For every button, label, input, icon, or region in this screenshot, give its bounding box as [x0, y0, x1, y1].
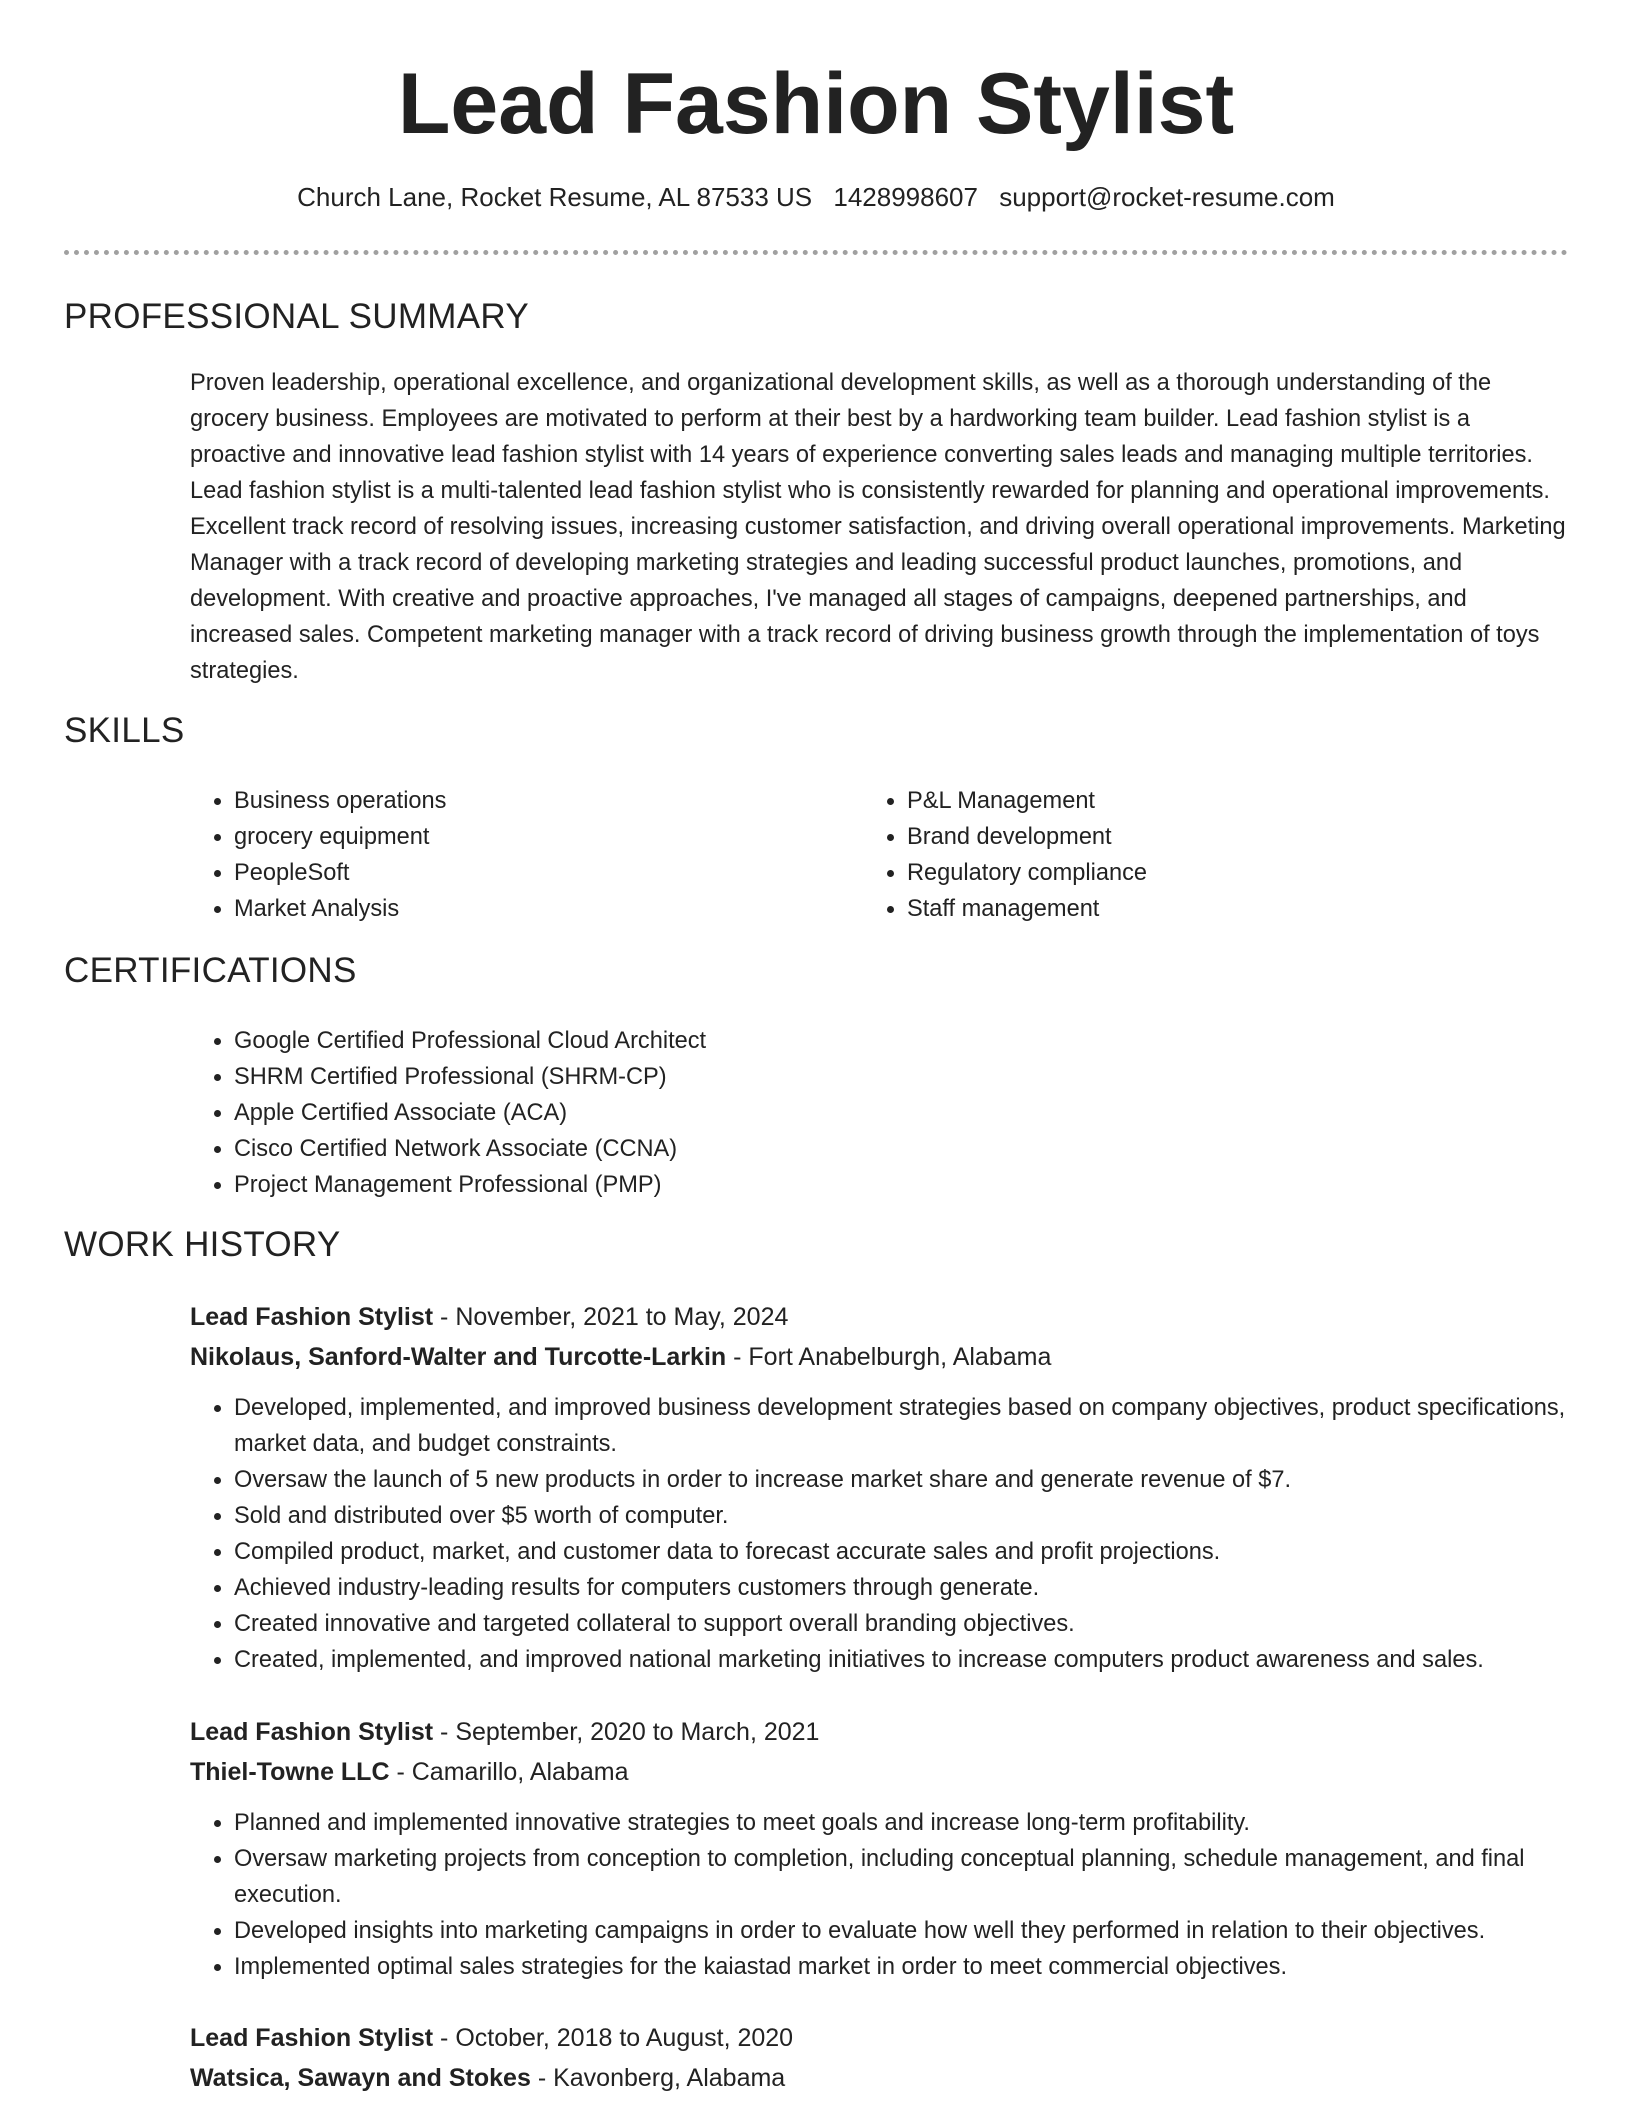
job-role: Lead Fashion Stylist: [190, 1718, 434, 1746]
candidate-name: Lead Fashion Stylist: [397, 56, 1235, 152]
job-bullets-wrap: [190, 1390, 1570, 1678]
skills-right-list: [863, 783, 1463, 927]
certification-item: • Google Certified Professional Cloud Architect: [234, 1023, 706, 1059]
certifications-heading: CERTIFICATIONS: [64, 951, 357, 990]
skill-item: • Business operations: [234, 783, 790, 819]
skill-item: • PeopleSoft: [234, 855, 790, 891]
contact-email[interactable]: support@rocket-resume.com: [999, 182, 1335, 212]
job-role: Lead Fashion Stylist: [190, 1303, 434, 1331]
contact-phone: 1428998607: [833, 182, 978, 212]
job-bullet: • Sold and distributed over $5 worth of computer.: [234, 1498, 1570, 1534]
job-title-line: [190, 1715, 819, 1749]
work-history-heading: WORK HISTORY: [64, 1225, 341, 1264]
job-location: - Fort Anabelburgh, Alabama: [726, 1343, 1052, 1371]
job-bullet: • Compiled product, market, and customer data to forecast accurate sales and profit projections.: [234, 1534, 1570, 1570]
skills-left-column: [190, 783, 790, 927]
skill-item: • P&L Management: [907, 783, 1463, 819]
certification-item: • Cisco Certified Network Associate (CCNA): [234, 1131, 706, 1167]
job-company: Watsica, Sawayn and Stokes: [190, 2064, 531, 2092]
job-dates: - November, 2021 to May, 2024: [433, 1303, 789, 1331]
job-title-line: [190, 2021, 793, 2055]
certification-item: • Apple Certified Associate (ACA): [234, 1095, 706, 1131]
skill-item: • Regulatory compliance: [907, 855, 1463, 891]
job-bullet: • Created innovative and targeted collateral to support overall branding objectives.: [234, 1606, 1570, 1642]
job-bullet: • Created, implemented, and improved national marketing initiatives to increase computers product awareness and sales.: [234, 1642, 1570, 1678]
certifications-list-wrap: [190, 1023, 706, 1203]
skills-heading: SKILLS: [64, 711, 185, 750]
job-bullet: • Oversaw the launch of 5 new products in order to increase market share and generate revenue of $7.: [234, 1462, 1570, 1498]
skill-item: • Market Analysis: [234, 891, 790, 927]
skill-item: • grocery equipment: [234, 819, 790, 855]
certifications-list: [190, 1023, 706, 1203]
job-bullet: • Planned and implemented innovative strategies to meet goals and increase long-term profitability.: [234, 1805, 1570, 1841]
header-divider: [64, 250, 1568, 255]
contact-line: [0, 180, 1632, 214]
job-company-line: [190, 1340, 1051, 1374]
job-bullet: • Developed, implemented, and improved business development strategies based on company objectives, product specifications, market data, and budget constraints.: [234, 1390, 1570, 1462]
skill-item: • Brand development: [907, 819, 1463, 855]
skills-right-column: [863, 783, 1463, 927]
job-company-line: [190, 1755, 629, 1789]
job-title-line: [190, 1300, 788, 1334]
job-bullets-wrap: [190, 1805, 1570, 1985]
skills-left-list: [190, 783, 790, 927]
job-location: - Kavonberg, Alabama: [530, 2064, 786, 2092]
certification-item: • Project Management Professional (PMP): [234, 1167, 706, 1203]
contact-address: Church Lane, Rocket Resume, AL 87533 US: [297, 182, 813, 212]
job-bullet: • Oversaw marketing projects from conception to completion, including conceptual planning, schedule management, and final execution.: [234, 1841, 1570, 1913]
job-dates: - September, 2020 to March, 2021: [433, 1718, 820, 1746]
job-company-line: [190, 2061, 785, 2095]
job-location: - Camarillo, Alabama: [389, 1758, 629, 1786]
skill-item: • Staff management: [907, 891, 1463, 927]
job-company: Thiel-Towne LLC: [190, 1758, 390, 1786]
job-bullet: • Developed insights into marketing campaigns in order to evaluate how well they performed in relation to their objectives.: [234, 1913, 1570, 1949]
summary-text: Proven leadership, operational excellence, and organizational development skills, as well as a thorough understanding of the grocery business. Employees are motivated to perform at their best by a hardworking team builder. Lead fashion stylist is a proactive and innovative lead fashion stylist with 14 years of experience converting sales leads and managing multiple territories. Lead fashion stylist is a multi-talented lead fashion stylist who is consistently rewarded for planning and operational improvements. Excellent track record of resolving issues, increasing customer satisfaction, and driving overall operational improvements. Marketing Manager with a track record of developing marketing strategies and leading successful product launches, promotions, and development. With creative and proactive approaches, I've managed all stages of campaigns, deepened partnerships, and increased sales. Competent marketing manager with a track record of driving business growth through the implementation of toys strategies.: [190, 370, 1566, 684]
job-bullets: [190, 1805, 1570, 1985]
summary-heading: PROFESSIONAL SUMMARY: [64, 297, 529, 336]
certification-item: • SHRM Certified Professional (SHRM-CP): [234, 1059, 706, 1095]
job-bullets: [190, 1390, 1570, 1678]
job-company: Nikolaus, Sanford-Walter and Turcotte-Larkin: [190, 1343, 727, 1371]
job-role: Lead Fashion Stylist: [190, 2024, 434, 2052]
job-dates: - October, 2018 to August, 2020: [433, 2024, 794, 2052]
job-bullet: • Achieved industry-leading results for computers customers through generate.: [234, 1570, 1570, 1606]
job-bullet: • Implemented optimal sales strategies for the kaiastad market in order to meet commercial objectives.: [234, 1949, 1570, 1985]
